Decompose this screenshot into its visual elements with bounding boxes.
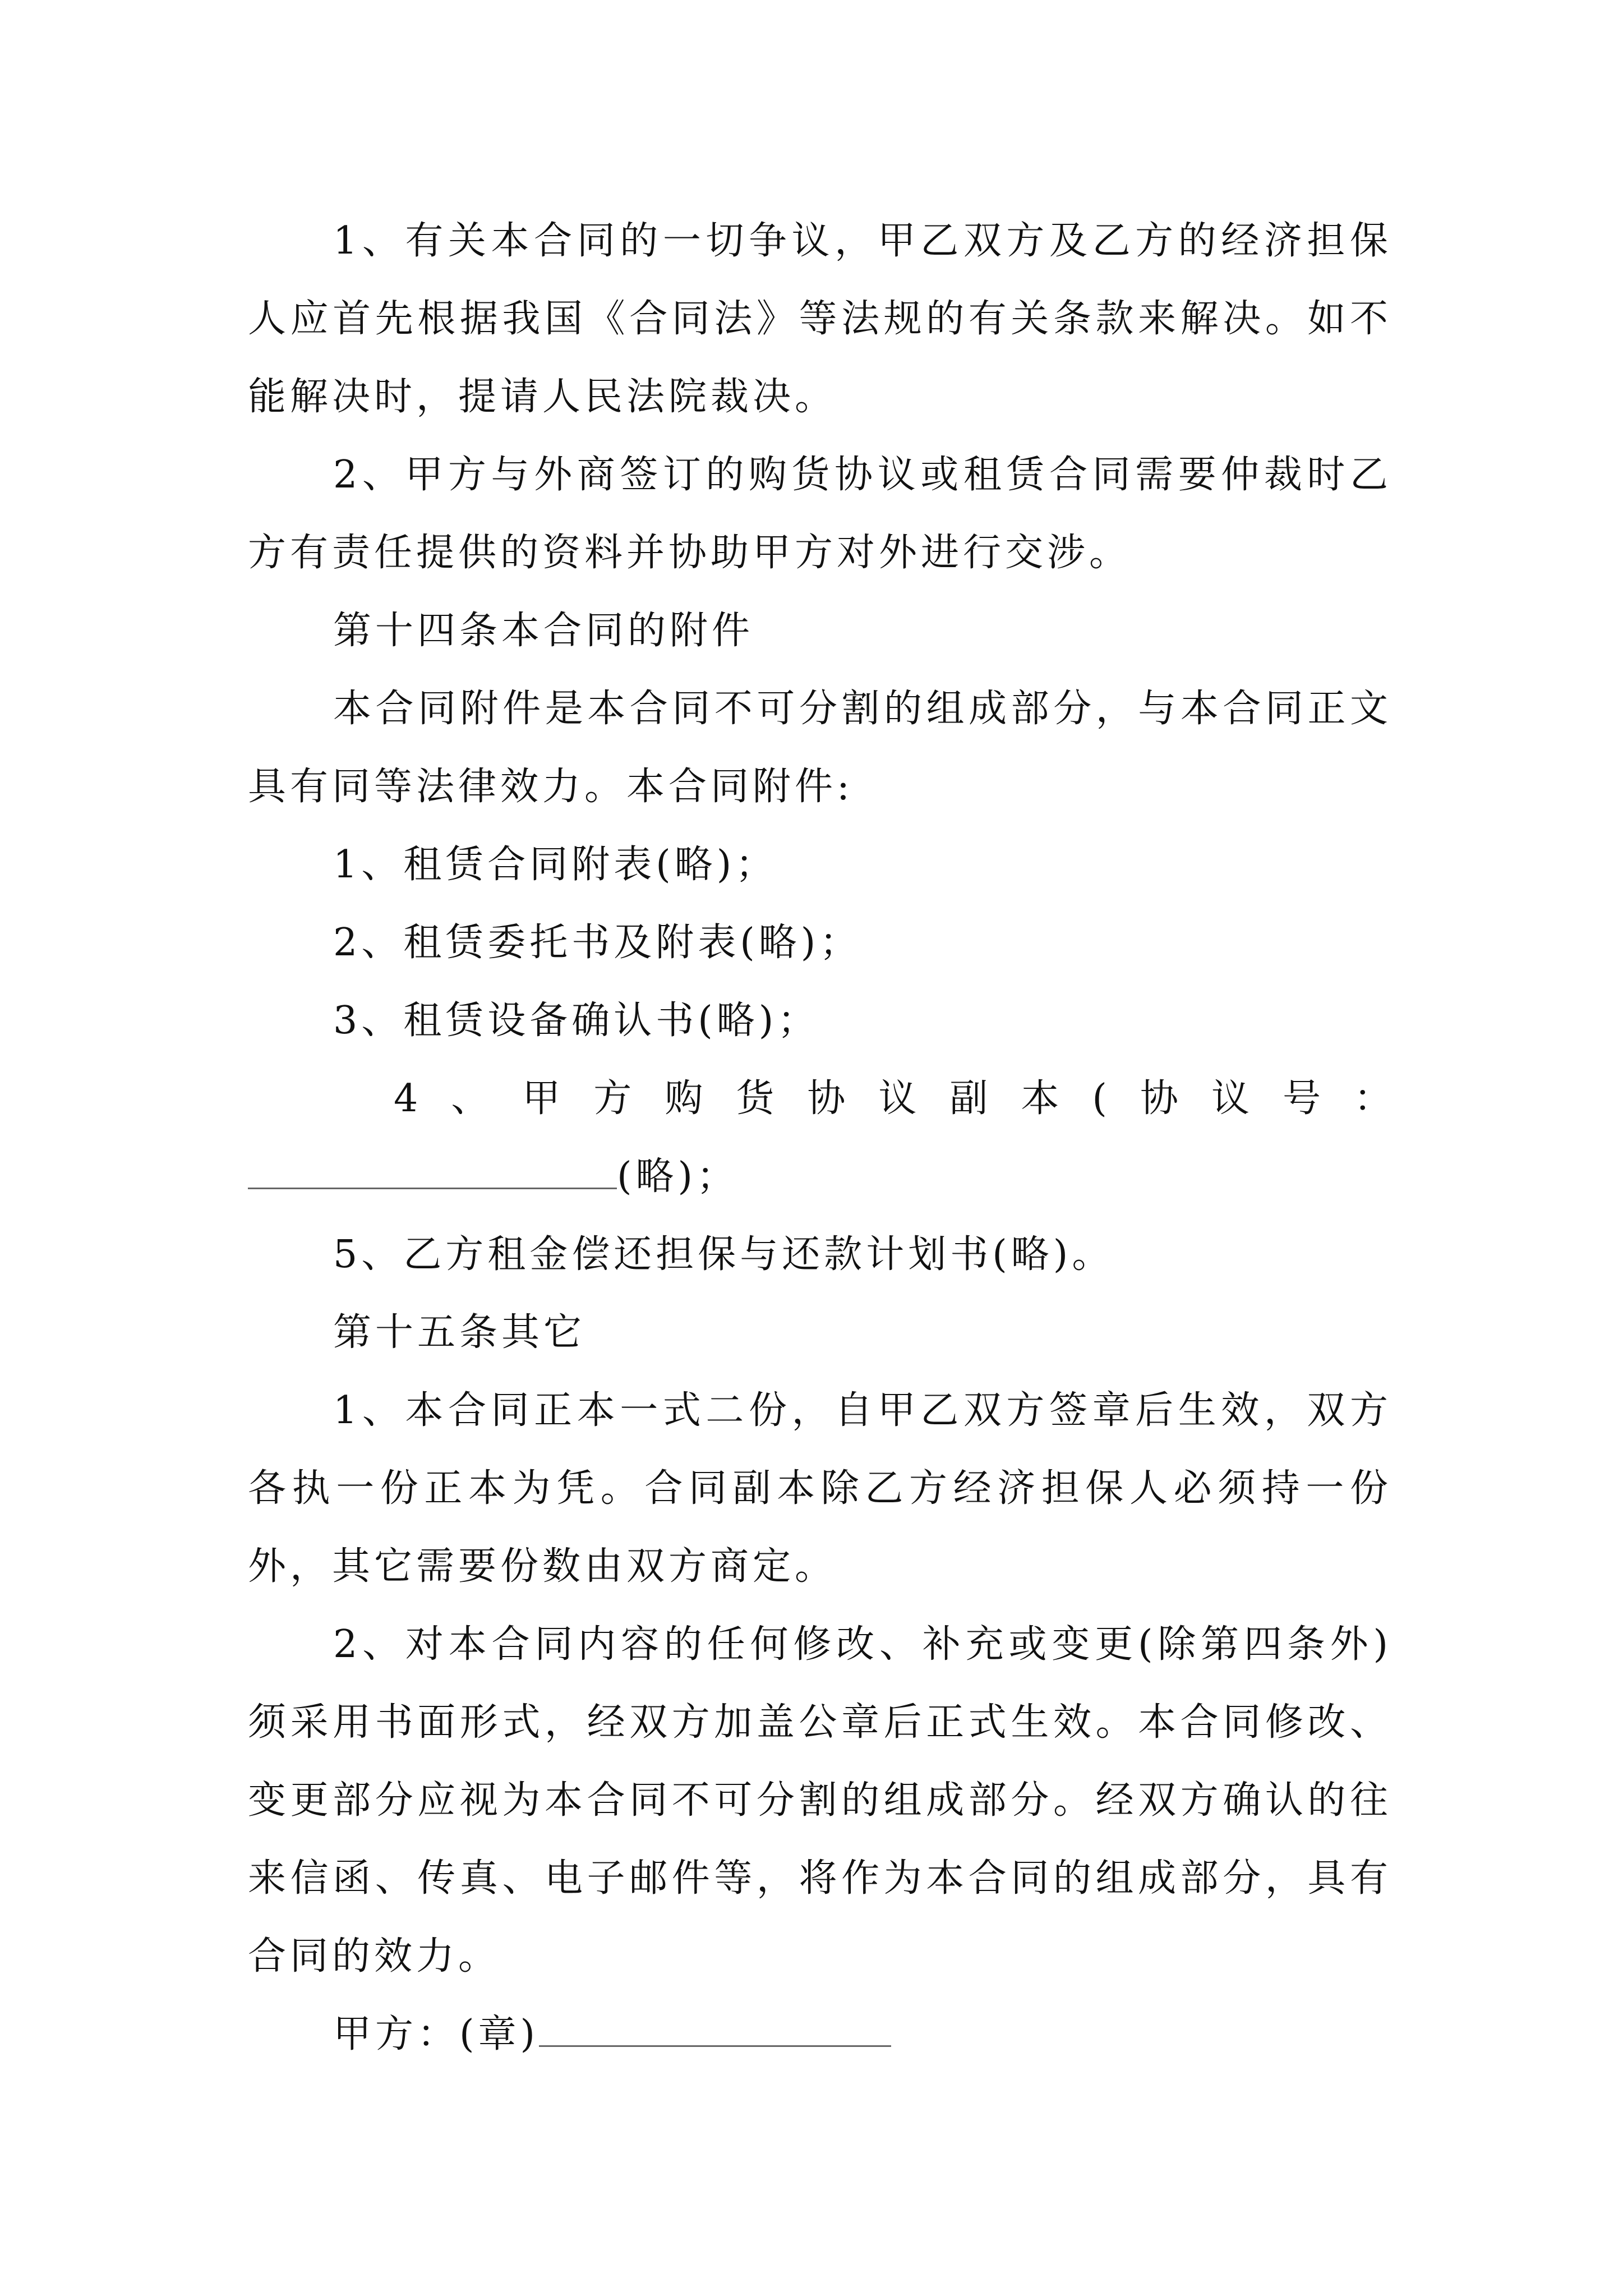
clause-13-item-2: 2、甲方与外商签订的购货协议或租赁合同需要仲裁时乙方有责任提供的资料并协助甲方对外进行交涉。 [248, 453, 1392, 575]
signature-label: 甲方：(章) [333, 2012, 540, 2056]
agreement-number-blank[interactable] [248, 1153, 617, 1189]
item4-char: 方 [593, 1076, 632, 1121]
clause-15-item-1: 1、本合同正本一式二份，自甲乙双方签章后生效，双方各执一份正本为凭。合同副本除乙方经济担保人必须持一份外，其它需要份数由双方商定。 [248, 1388, 1392, 1589]
attachment-item-4-line [248, 1060, 1392, 1138]
attachment-item-5: 5、乙方租金偿还担保与还款计划书(略)。 [333, 1232, 1114, 1277]
item4-char: 、 [451, 1076, 490, 1121]
attachment-item-3: 3、租赁设备确认书(略)； [333, 999, 820, 1043]
clause-14-body: 本合同附件是本合同不可分割的组成部分，与本合同正文具有同等法律效力。本合同附件: [248, 687, 1392, 809]
item4-char: 副 [949, 1076, 988, 1121]
item4-char: 4 [394, 1076, 418, 1121]
item4-char: 甲 [522, 1076, 561, 1121]
clause-15-item-2: 2、对本合同内容的任何修改、补充或变更(除第四条外)须采用书面形式，经双方加盖公章后正式生效。本合同修改、变更部分应视为本合同不可分割的组成部分。经双方确认的往来信函、传真、电子邮件等，将作为本合同的组成部分，具有合同的效力。 [248, 1622, 1392, 1978]
item4-suffix: (略)； [617, 1154, 739, 1199]
clause-15-heading: 第十五条其它 [333, 1310, 586, 1355]
attachment-item-1: 1、租赁合同附表(略)； [333, 843, 778, 887]
signature-blank[interactable] [539, 2010, 891, 2047]
item4-char: 协 [807, 1076, 846, 1121]
item4-char: ( [1092, 1076, 1107, 1121]
item4-char: 议 [1211, 1076, 1249, 1121]
attachment-item-4-continuation [248, 1138, 1392, 1216]
clause-14-heading: 第十四条本合同的附件 [333, 609, 754, 653]
item4-char: 本 [1021, 1076, 1059, 1121]
item4-char: ： [1353, 1076, 1392, 1121]
item4-char: 议 [878, 1076, 917, 1121]
clause-13-item-1: 1、有关本合同的一切争议，甲乙双方及乙方的经济担保人应首先根据我国《合同法》等法规的有关条款来解决。如不能解决时，提请人民法院裁决。 [248, 219, 1392, 419]
item4-char: 协 [1140, 1076, 1178, 1121]
item4-char: 购 [665, 1076, 703, 1121]
document-body [248, 202, 1392, 2073]
signature-line-party-a [248, 1995, 1392, 2073]
attachment-item-2: 2、租赁委托书及附表(略)； [333, 921, 862, 965]
item4-char: 货 [736, 1076, 774, 1121]
item4-char: 号 [1282, 1076, 1321, 1121]
